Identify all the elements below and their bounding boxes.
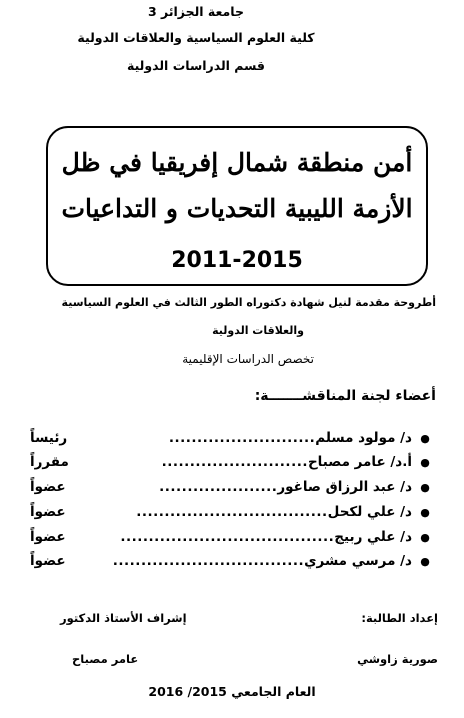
bullet-icon: ● [420, 530, 430, 544]
committee-row [30, 452, 432, 472]
leader-dots: .......................... [168, 430, 316, 446]
member-role: عضواً [30, 504, 66, 520]
member-name: د/ مرسي مشري [304, 553, 412, 569]
bullet-icon: ● [420, 554, 430, 568]
thesis-title-line-2: الأزمة الليبية التحديات و التداعيات [61, 194, 413, 223]
leader-dots: ..................... [159, 479, 278, 495]
thesis-title-box [46, 126, 428, 286]
thesis-years: 2011-2015 [171, 248, 303, 273]
member-role: مقرراً [30, 454, 69, 470]
bullet-icon: ● [420, 431, 430, 445]
member-name: د/ عبد الرزاق صاغور [277, 479, 412, 495]
member-name: د/ مولود مسلم [315, 430, 412, 446]
university-name: جامعة الجزائر 3 [147, 4, 244, 19]
bullet-icon: ● [420, 455, 430, 469]
committee-row [30, 502, 432, 522]
bullet-icon: ● [420, 505, 430, 519]
department-name: قسم الدراسات الدولية [127, 58, 265, 73]
committee-row [30, 551, 432, 571]
academic-year: العام الجامعي 2015/ 2016 [148, 684, 316, 699]
member-name: د/ علي ربيج [334, 529, 412, 545]
committee-row [30, 477, 432, 497]
supervised-by-label: إشراف الأستاذ الدكتور [60, 611, 187, 625]
leader-dots: .................................. [136, 504, 328, 520]
leader-dots: ...................................... [120, 529, 335, 545]
committee-row [30, 527, 432, 547]
prepared-by-label: إعداد الطالبة: [361, 611, 438, 625]
thesis-title-line-1: أمن منطقة شمال إفريقيا في ظل [61, 148, 413, 177]
faculty-name: كلية العلوم السياسية والعلاقات الدولية [77, 30, 315, 45]
member-role: رئيساً [30, 430, 68, 446]
committee-heading: أعضاء لجنة المناقشـــــــة: [254, 388, 436, 404]
committee-row [30, 428, 432, 448]
leader-dots: .................................. [112, 553, 305, 569]
student-name: صورية زاوشي [357, 652, 438, 666]
supervisor-name: عامر مصباح [72, 652, 139, 666]
bullet-icon: ● [420, 480, 430, 494]
member-role: عضواً [30, 553, 66, 569]
member-role: عضواً [30, 479, 66, 495]
member-name: د/ علي لكحل [327, 504, 412, 520]
member-name: أ.د/ عامر مصباح [307, 454, 412, 470]
member-role: عضواً [30, 529, 66, 545]
leader-dots: .......................... [161, 454, 308, 470]
thesis-note-line-1: أطروحة مقدمة لنيل شهادة دكتوراه الطور الثالث في العلوم السياسية [61, 296, 436, 309]
specialization: تخصص الدراسات الإقليمية [182, 352, 314, 366]
thesis-note-line-2: والعلاقات الدولية [212, 324, 304, 337]
